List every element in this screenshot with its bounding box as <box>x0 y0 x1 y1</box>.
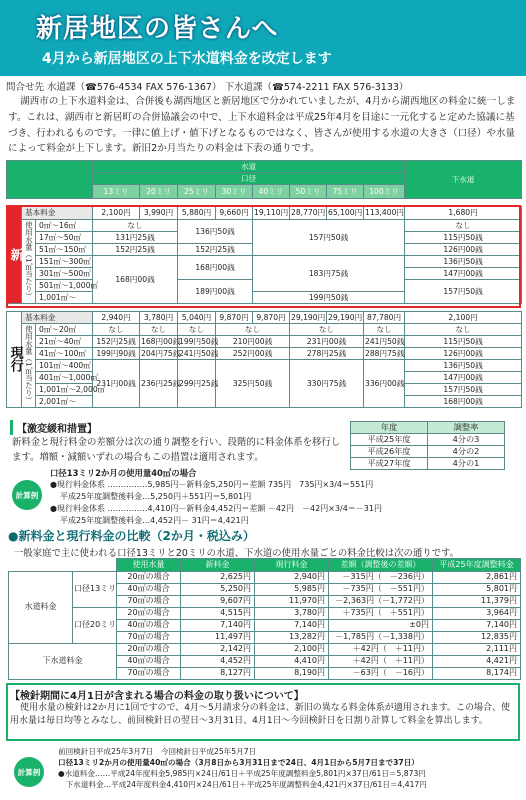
diameter-col: 13ミリ <box>93 185 140 199</box>
range-cell: 101㎥〜400㎥ <box>36 360 93 372</box>
cmp-cell: －315円（ －236円） <box>329 572 433 584</box>
basic-fee-label: 基本料金 <box>22 207 93 220</box>
cmp-cell: ＋42円（ ＋11円） <box>329 656 433 668</box>
table-cell: 241円50銭 <box>179 348 219 358</box>
table-cell: 330円75銭 <box>290 360 364 408</box>
calc-line: 平成25年度調整後料金…4,452円－ 31円＝4,421円 <box>60 516 249 525</box>
cmp-cell: 70㎥の場合 <box>117 668 181 680</box>
table-cell: 136円50銭 <box>405 360 522 372</box>
calc-line: ●現行料金体系 ……………5,985円－新料金5,250円＝差額 735円 735円×3/4＝551円 <box>50 480 374 489</box>
table-cell: 113,400円 <box>364 207 405 220</box>
cmp-cell: ＋735円（ ＋551円） <box>329 608 433 620</box>
cmp-cell: ±0円 <box>329 620 433 632</box>
table-cell: 4分の2 <box>428 446 505 458</box>
calc-example-badge: 計算例 <box>14 757 44 787</box>
subgroup-label: 口径20ミリ <box>73 608 117 644</box>
usage-label: 使用水量（1㎥当たり） <box>22 324 36 408</box>
calc-line: 前回検針日平成25年3月7日 今回検針日平成25年5月7日 <box>58 747 257 756</box>
range-cell: 21㎥〜40㎥ <box>36 336 93 348</box>
cmp-cell: 4,515円 <box>181 608 255 620</box>
cmp-cell: 40㎥の場合 <box>117 620 181 632</box>
rate-header: 調整率 <box>428 422 505 434</box>
range-cell: 0㎥〜20㎥ <box>36 324 93 336</box>
table-cell: なし <box>93 220 178 232</box>
table-cell: 168円00銭 <box>141 336 181 346</box>
calc-line: 平成25年度調整後料金…5,250円＋551円＝5,801円 <box>60 492 252 501</box>
table-cell: なし <box>140 324 178 336</box>
table-cell: 157円50銭 <box>253 220 405 256</box>
table-cell: 236円25銭 <box>140 360 178 408</box>
cmp-cell: 4,452円 <box>181 656 255 668</box>
table-cell: 157円50銭 <box>405 384 522 396</box>
cmp-cell: 20㎥の場合 <box>117 608 181 620</box>
diameter-col: 40ミリ <box>253 185 290 199</box>
page-title: 新居地区の皆さんへ <box>36 14 279 44</box>
cmp-cell: 11,379円 <box>433 596 521 608</box>
diameter-col: 75ミリ <box>327 185 364 199</box>
notice-text: 使用水量の検針は2か月に1回ですので、4月〜5月請求分の料金は、新旧の異なる料金体系が適用されます。この場合、使用水量は毎日均等とみなし、前回検針日の翌日〜3月31日、4月1日〜今回検針日を日割り計算して料金を算出します。 <box>10 703 511 726</box>
table-cell: 252円00銭 <box>216 348 290 360</box>
table-cell: なし <box>93 324 140 336</box>
page-header <box>0 0 526 76</box>
table-cell: 2,100円 <box>93 207 140 220</box>
table-cell: 87,780円 <box>364 312 405 324</box>
cmp-header: 現行料金 <box>255 559 329 572</box>
cmp-cell: 11,970円 <box>255 596 329 608</box>
table-cell: 299円25銭 <box>178 360 216 408</box>
table-cell: 5,040円 <box>178 312 216 324</box>
table-cell: 2,940円 <box>93 312 140 324</box>
table-cell: 231円00銭 <box>290 336 364 348</box>
rate-table <box>6 160 522 408</box>
calc-line: ●水道料金……平成24年度料金5,985円×24日/61日＋平成25年度調整料金5,801円×37日/61日＝5,873円 <box>58 769 426 778</box>
range-cell: 51㎥〜150㎥ <box>36 244 93 256</box>
cmp-cell: 3,780円 <box>255 608 329 620</box>
table-cell: 199円50銭 <box>253 292 405 304</box>
cmp-cell: 4,410円 <box>255 656 329 668</box>
cmp-cell: 12,835円 <box>433 632 521 644</box>
cmp-cell: 20㎥の場合 <box>117 572 181 584</box>
diameter-header: 口径 <box>93 173 405 185</box>
calc-example-1 <box>50 467 520 527</box>
table-cell: 9,870円 <box>216 312 253 324</box>
range-cell: 1,001㎥〜2,000㎥ <box>36 384 93 396</box>
table-cell: 199円90銭 <box>93 348 140 360</box>
cmp-cell: 3,964円 <box>433 608 521 620</box>
diameter-col: 50ミリ <box>290 185 327 199</box>
calc-line: 下水道料金…平成24年度料金4,410円×24日/61日＋平成25年度調整料金4,421円×37日/61日＝4,417円 <box>58 780 427 789</box>
basic-fee-label: 基本料金 <box>22 312 93 324</box>
cmp-header: 平成25年度調整料金 <box>433 559 521 572</box>
cmp-cell: 2,142円 <box>181 644 255 656</box>
range-cell: 2,001㎥〜 <box>36 396 93 408</box>
table-cell: 平成26年度 <box>351 446 428 458</box>
comparison-note: 一般家庭で主に使われる口径13ミリと20ミリの水道、下水道の使用水量ごとの料金比較は次の通りです。 <box>14 548 459 559</box>
cmp-cell: 7,140円 <box>255 620 329 632</box>
cmp-cell: 2,100円 <box>255 644 329 656</box>
contact-info: 問合せ先 水道課（☎576-4534 FAX 576-1367） 下水道課（☎574-2211 FAX 576-3133） <box>6 82 409 93</box>
table-cell: 115円50銭 <box>405 232 522 244</box>
table-cell: 210円00銭 <box>216 336 290 348</box>
table-cell: 168円00銭 <box>178 256 253 280</box>
current-label: 現行 <box>7 312 22 408</box>
cmp-cell: －735円（ －551円） <box>329 584 433 596</box>
cmp-cell: 8,174円 <box>433 668 521 680</box>
mitigation-text: 新料金と現行料金の差額分は次の通り調整を行い、段階的に料金体系を移行します。増額・減額いずれの場合もこの措置は適用されます。 <box>12 437 341 463</box>
cmp-cell: 5,250円 <box>181 584 255 596</box>
group-label: 水道料金 <box>9 572 73 644</box>
table-cell: 204円75銭 <box>141 348 181 358</box>
table-cell: 28,770円 <box>290 207 327 220</box>
comparison-heading: ●新料金と現行料金の比較（2か月・税込み） <box>8 529 255 543</box>
table-cell: 278円25銭 <box>290 348 364 360</box>
table-cell: 325円50銭 <box>216 360 290 408</box>
water-header: 水道 <box>93 161 405 173</box>
table-cell: 136円50銭 <box>178 220 253 244</box>
range-cell: 401㎥〜1,000㎥ <box>36 372 93 384</box>
table-cell: 平成27年度 <box>351 458 428 470</box>
table-cell: 126円00銭 <box>405 244 522 256</box>
year-header: 年度 <box>351 422 428 434</box>
calc-title: 口径13ミリ2か月の使用量40㎥の場合 <box>50 468 197 478</box>
cmp-cell: ＋42円（ ＋11円） <box>329 644 433 656</box>
table-cell: 29,190円 <box>328 312 363 322</box>
cmp-cell: 5,801円 <box>433 584 521 596</box>
cmp-cell: 2,861円 <box>433 572 521 584</box>
cmp-cell: 40㎥の場合 <box>117 584 181 596</box>
table-cell: 168円00銭 <box>93 256 178 304</box>
diameter-col: 100ミリ <box>364 185 405 199</box>
table-cell: なし <box>364 324 405 336</box>
usage-label: 使用水量（1㎥当たり） <box>22 220 36 304</box>
table-cell: 152円25銭 <box>93 336 140 348</box>
cmp-cell: 5,985円 <box>255 584 329 596</box>
cmp-header: 使用水量 <box>117 559 181 572</box>
table-cell: 152円25銭 <box>178 244 253 256</box>
diameter-col: 25ミリ <box>178 185 216 199</box>
table-cell: 9,660円 <box>216 207 253 220</box>
table-cell: 5,880円 <box>178 207 216 220</box>
table-cell: 199円50銭 <box>179 336 219 346</box>
table-cell: 3,990円 <box>140 207 178 220</box>
cmp-cell: －2,363円（－1,772円） <box>329 596 433 608</box>
new-label: 新 <box>7 207 22 304</box>
range-cell: 17㎥〜50㎥ <box>36 232 93 244</box>
subgroup-label: 口径13ミリ <box>73 572 117 608</box>
cmp-cell: 9,607円 <box>181 596 255 608</box>
table-cell: 147円00銭 <box>405 372 522 384</box>
table-cell: 152円25銭 <box>93 244 178 256</box>
cmp-cell: －63円（ －16円） <box>329 668 433 680</box>
table-cell: 231円00銭 <box>93 360 140 408</box>
cmp-cell: 11,497円 <box>181 632 255 644</box>
table-cell: 65,100円 <box>327 207 364 220</box>
page-subtitle: 4月から新居地区の上下水道料金を改定します <box>42 51 332 67</box>
table-cell: 241円50銭 <box>365 336 405 346</box>
table-cell: 336円00銭 <box>364 360 405 408</box>
table-cell: 29,190円 <box>291 312 326 322</box>
mitigation-heading: 【激変緩和措置】 <box>10 420 97 435</box>
table-cell: なし <box>290 324 364 336</box>
range-cell: 501㎥〜1,000㎥ <box>36 280 93 292</box>
table-cell: なし <box>178 324 216 336</box>
cmp-header: 差額（調整後の差額） <box>329 559 433 572</box>
table-cell: 147円00銭 <box>405 268 522 280</box>
table-cell: 168円00銭 <box>405 396 522 408</box>
cmp-cell: 2,625円 <box>181 572 255 584</box>
table-cell: 115円50銭 <box>405 336 522 348</box>
table-cell: なし <box>405 220 522 232</box>
cmp-cell: 7,140円 <box>181 620 255 632</box>
cmp-cell: 20㎥の場合 <box>117 644 181 656</box>
cmp-cell: 7,140円 <box>433 620 521 632</box>
cmp-cell: 40㎥の場合 <box>117 656 181 668</box>
cmp-cell: 70㎥の場合 <box>117 632 181 644</box>
table-cell: 1,680円 <box>405 207 522 220</box>
table-cell: 平成25年度 <box>351 434 428 446</box>
cmp-cell: 8,127円 <box>181 668 255 680</box>
table-cell: なし <box>216 324 290 336</box>
cmp-cell: 13,282円 <box>255 632 329 644</box>
cmp-cell: 4,421円 <box>433 656 521 668</box>
table-cell: 19,110円 <box>253 207 290 220</box>
sewer-header: 下水道 <box>405 161 522 199</box>
mitigation-table <box>350 421 505 470</box>
cmp-cell: 2,940円 <box>255 572 329 584</box>
diameter-col: 30ミリ <box>216 185 253 199</box>
table-cell: 126円00銭 <box>405 348 522 360</box>
table-cell: 4分の3 <box>428 434 505 446</box>
intro-paragraph: 湖西市の上下水道料金は、合併後も湖西地区と新居地区で分かれていましたが、4月から湖西地区の料金に統一します。これは、湖西市と新居町の合併協議会の中で、上下水道料金は平成25年4月を目途に一元化すると定めた協議に基づき、行われるものです。一律に値上げ・値下げとなるものではなく、皆さんが使用する水道の大きさ（口径）や水量によって料金が上下します。新旧2か月当たりの料金は下表の通りです。 <box>8 96 516 155</box>
cmp-cell: 70㎥の場合 <box>117 596 181 608</box>
diameter-col: 20ミリ <box>140 185 178 199</box>
range-cell: 41㎥〜100㎥ <box>36 348 93 360</box>
group-label: 下水道料金 <box>9 644 117 680</box>
calc-line: ●現行料金体系 ……………4,410円－新料金4,452円＝差額 －42円 －42円×3/4＝－31円 <box>50 504 382 513</box>
range-cell: 1,001㎥〜 <box>36 292 93 304</box>
comparison-table <box>8 558 521 680</box>
table-cell: 4分の1 <box>428 458 505 470</box>
table-cell: 9,870円 <box>253 312 290 324</box>
notice-title: 【検針期間に4月1日が含まれる場合の料金の取り扱いについて】 <box>10 691 304 702</box>
table-cell: 183円75銭 <box>253 256 405 292</box>
table-cell: 288円75銭 <box>365 348 405 358</box>
calc-line: 口径13ミリ2か月の使用量40㎥の場合（3月8日から3月31日まで24日、4月1日から5月7日まで37日） <box>58 758 419 767</box>
table-cell: 131円25銭 <box>93 232 178 244</box>
table-cell: 136円50銭 <box>405 256 522 268</box>
cmp-cell: －1,785円（－1,338円） <box>329 632 433 644</box>
table-corner <box>7 161 93 199</box>
table-cell: 157円50銭 <box>405 280 522 304</box>
table-cell: 189円00銭 <box>178 280 253 304</box>
range-cell: 151㎥〜300㎥ <box>36 256 93 268</box>
table-cell: 2,100円 <box>405 312 522 324</box>
range-cell: 0㎥〜16㎥ <box>36 220 93 232</box>
calc-example-badge: 計算例 <box>12 480 42 510</box>
table-cell: 3,780円 <box>140 312 178 324</box>
cmp-header: 新料金 <box>181 559 255 572</box>
cmp-cell: 8,190円 <box>255 668 329 680</box>
cmp-cell: 2,111円 <box>433 644 521 656</box>
range-cell: 301㎥〜500㎥ <box>36 268 93 280</box>
table-cell: なし <box>405 324 522 336</box>
